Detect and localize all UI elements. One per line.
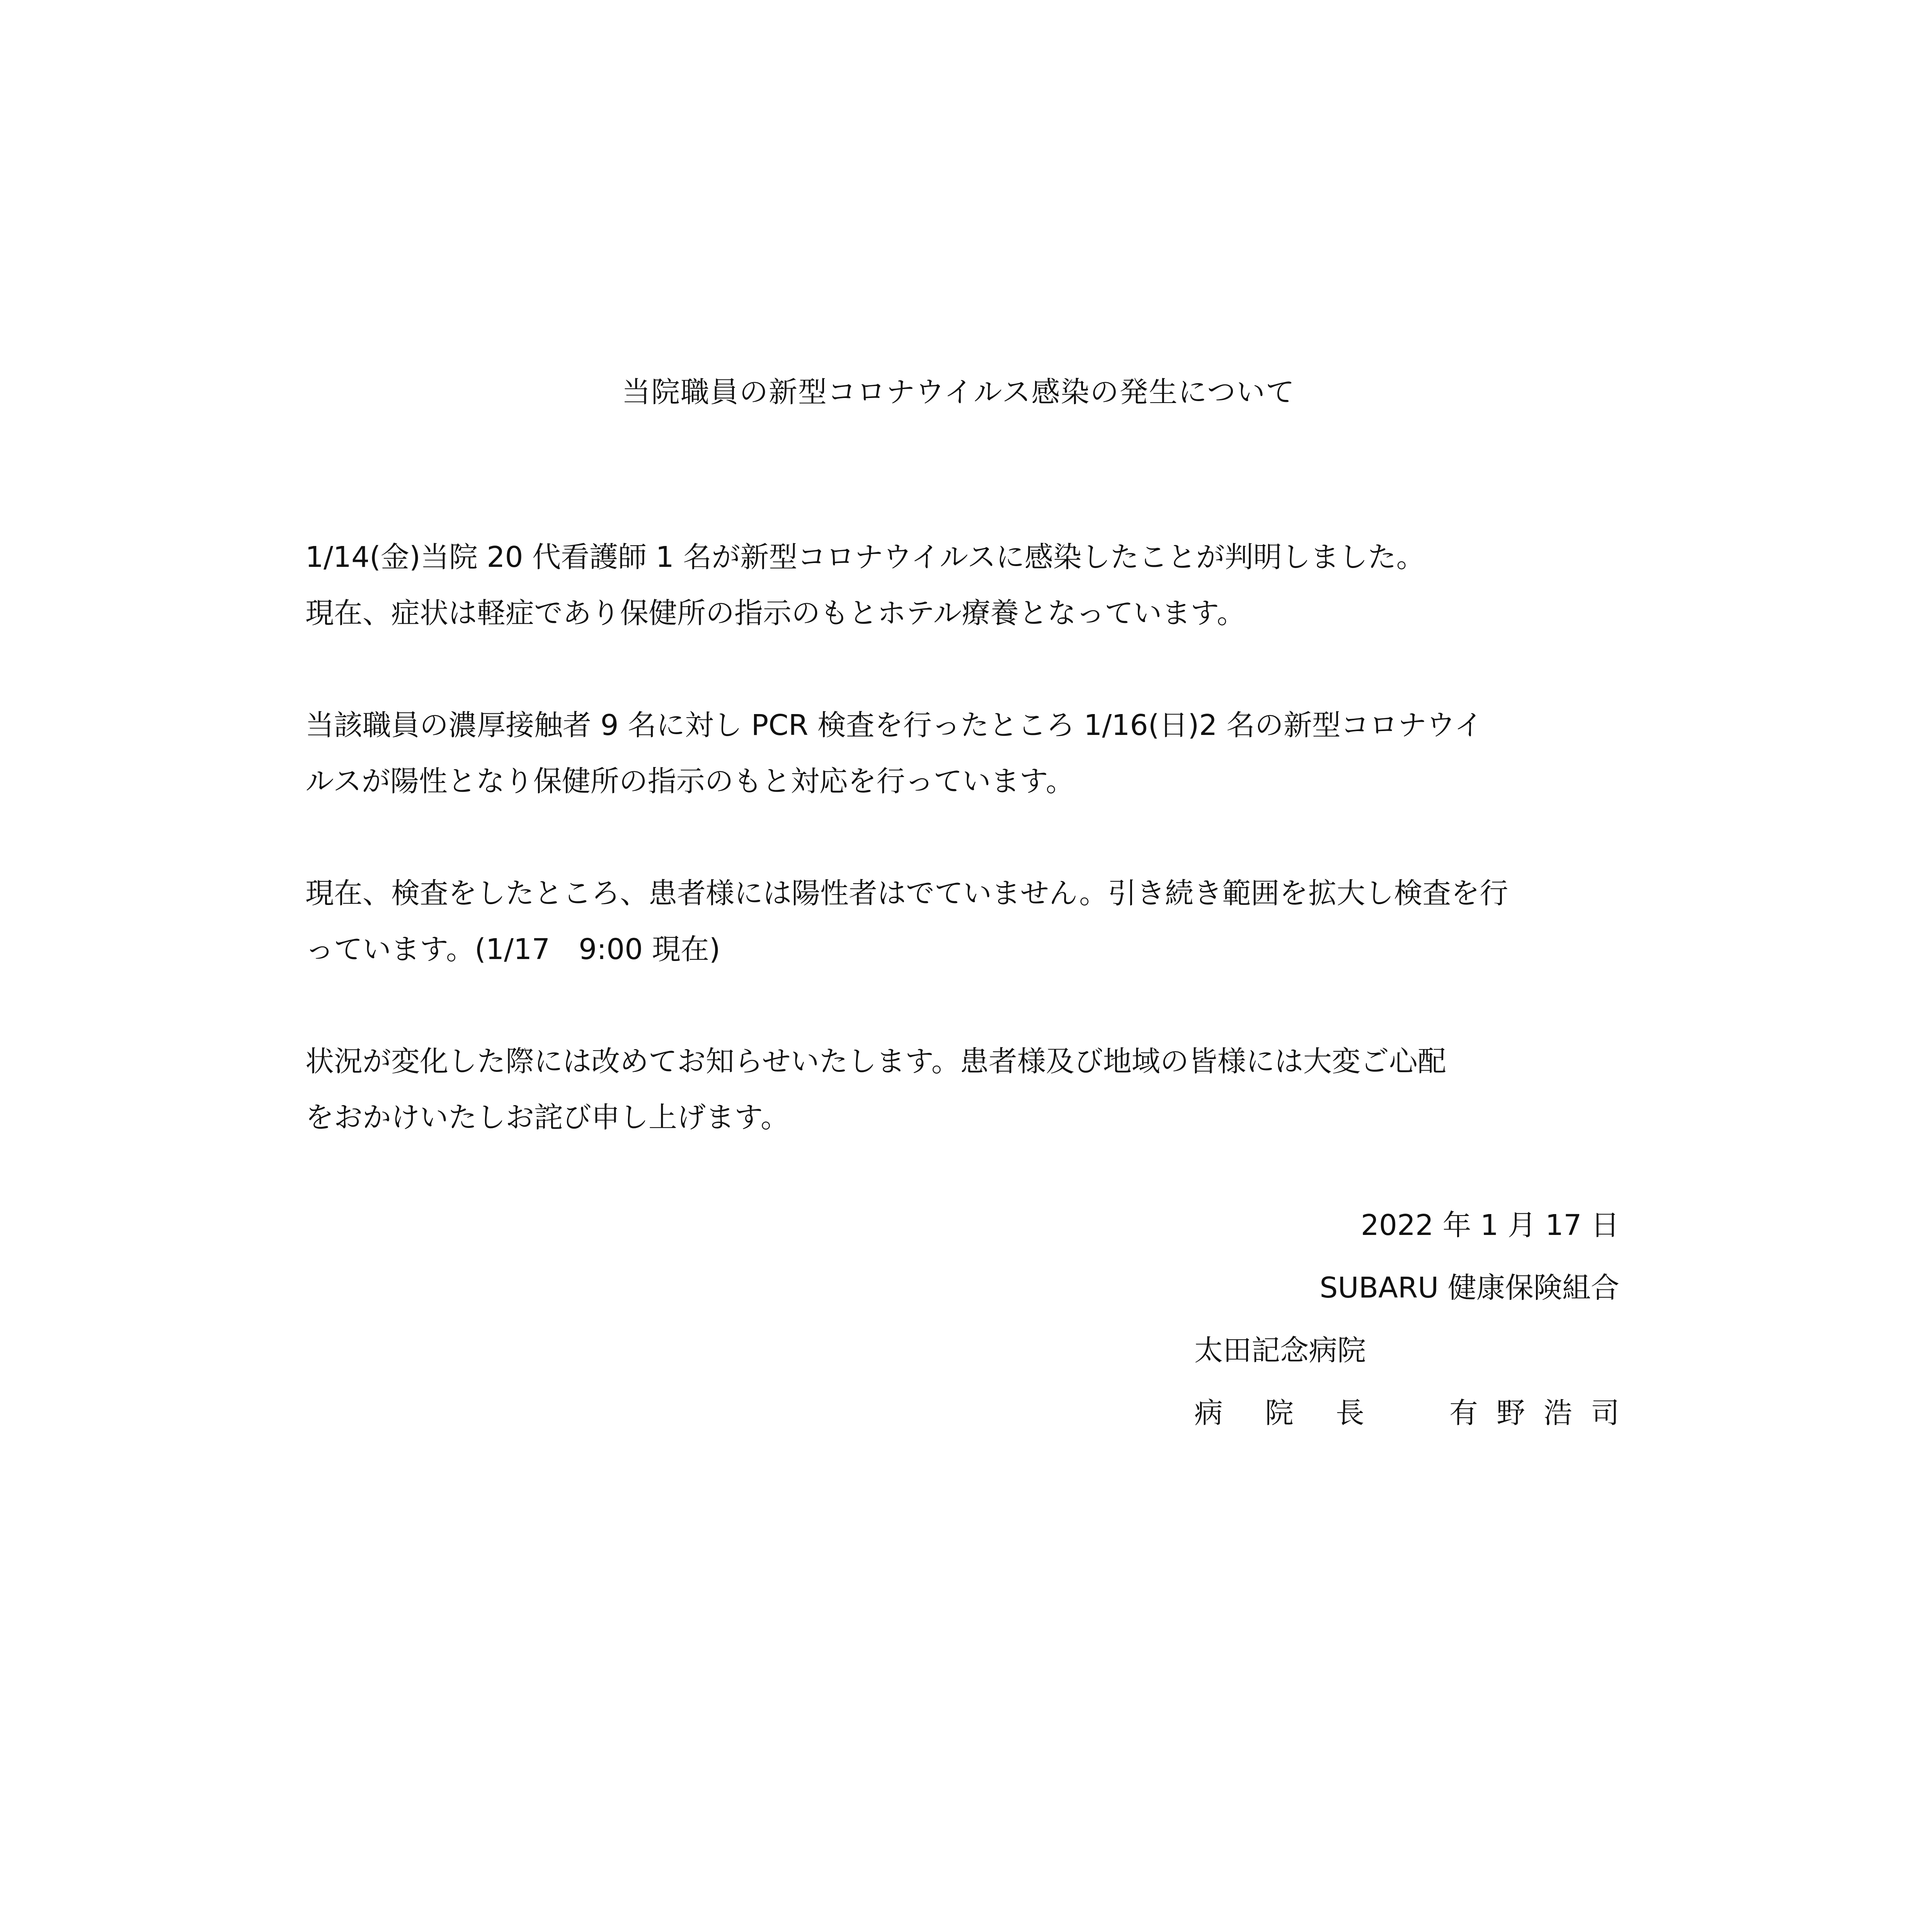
director-name-char: 有 — [1449, 1396, 1478, 1430]
director-name — [1449, 1382, 1619, 1444]
signature-organization: SUBARU 健康保険組合 — [1319, 1271, 1619, 1304]
director-name-char: 浩 — [1544, 1396, 1572, 1430]
paragraph-apology — [305, 1034, 1635, 1146]
paragraph-close-contacts — [305, 697, 1635, 810]
paragraph-line: ルスが陽性となり保健所の指示のもと対応を行っています。 — [305, 765, 1074, 798]
hospital-name-char: 田 — [1223, 1334, 1251, 1367]
hospital-name-char: 記 — [1251, 1334, 1280, 1367]
director-title — [1194, 1382, 1364, 1444]
paragraph-line: 現在、検査をしたところ、患者様には陽性者はでていません。引き続き範囲を拡大し検査を行 — [305, 877, 1508, 910]
signature-hospital — [1194, 1319, 1619, 1382]
paragraph-line: 当該職員の濃厚接触者 9 名に対し PCR 検査を行ったところ 1/16(日)2 名の新型コロナウイ — [305, 709, 1483, 742]
paragraph-testing-status — [305, 866, 1635, 978]
paragraph-line: 状況が変化した際には改めてお知らせいたします。患者様及び地域の皆様には大変ご心配 — [305, 1045, 1446, 1078]
director-title-char: 長 — [1336, 1396, 1364, 1430]
hospital-name-char: 念 — [1280, 1334, 1309, 1367]
hospital-name-char: 院 — [1337, 1334, 1366, 1367]
hospital-name-char: 太 — [1194, 1334, 1223, 1367]
director-title-char: 病 — [1194, 1396, 1223, 1430]
paragraph-line: っています。(1/17 9:00 現在) — [305, 933, 720, 966]
signature-date: 2022 年 1 月 17 日 — [1360, 1209, 1619, 1242]
director-name-char: 野 — [1496, 1396, 1525, 1430]
notice-body — [305, 529, 1635, 1202]
page-title: 当院職員の新型コロナウイルス感染の発生について — [621, 376, 1296, 409]
paragraph-line: をおかけいたしお詫び申し上げます。 — [305, 1101, 790, 1134]
signature-director — [1194, 1382, 1619, 1444]
paragraph-line: 現在、症状は軽症であり保健所の指示のもとホテル療養となっています。 — [305, 597, 1246, 630]
director-title-char: 院 — [1265, 1396, 1294, 1430]
paragraph-infection — [305, 529, 1635, 641]
signature-block — [1194, 1194, 1619, 1444]
hospital-name-char: 病 — [1309, 1334, 1337, 1367]
paragraph-line: 1/14(金)当院 20 代看護師 1 名が新型コロナウイルスに感染したことが判明しました。 — [305, 541, 1425, 574]
director-name-char: 司 — [1591, 1396, 1619, 1430]
